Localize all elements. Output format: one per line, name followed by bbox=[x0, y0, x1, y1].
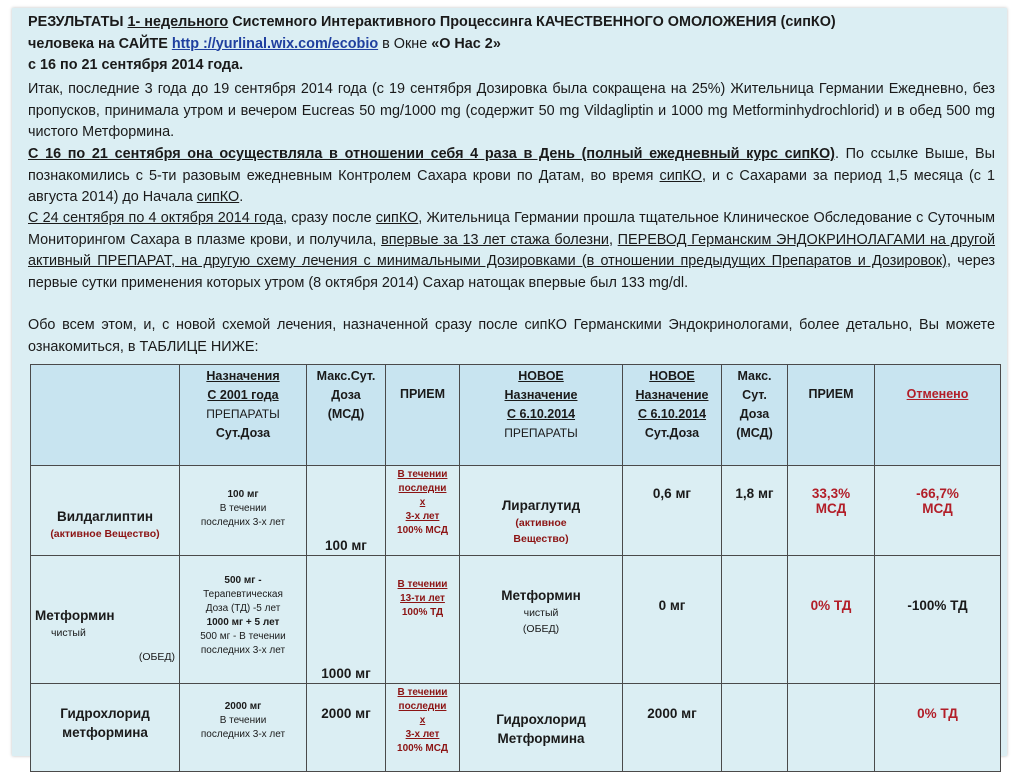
hdr-c2-l2: С 2001 года bbox=[207, 388, 279, 402]
heading-site-label: человека на САЙТЕ bbox=[28, 35, 168, 52]
hdr-c9: Отменено bbox=[906, 387, 969, 401]
r2-dose-l5: 500 мг - В течении bbox=[200, 631, 286, 642]
p3-first-time: впервые за 13 лет стажа болезни bbox=[381, 231, 609, 248]
r2-new-drug bbox=[460, 556, 623, 684]
r3-take-l5: 100% МСД bbox=[397, 743, 448, 754]
r1-take-l3: х bbox=[419, 497, 426, 508]
r3-max-val: 2000 мг bbox=[321, 706, 371, 721]
hdr-c3-l1: Макс.Сут. bbox=[316, 369, 376, 383]
r2-name: Метформин bbox=[35, 608, 115, 623]
r1-new-max bbox=[722, 466, 788, 556]
r2-new-take: 0% ТД bbox=[810, 598, 852, 613]
r1-cancel-l2: МСД bbox=[922, 501, 953, 516]
r3-name-l1: Гидрохлорид bbox=[60, 706, 150, 721]
hdr-c5-l3: С 6.10.2014 bbox=[506, 407, 576, 421]
r2-take-l1: В течении bbox=[397, 579, 448, 590]
header-old-prescription bbox=[180, 365, 307, 466]
r2-name-sub2: (ОБЕД) bbox=[138, 651, 175, 663]
r2-dose bbox=[180, 556, 307, 684]
r3-dose-l3: последних 3-х лет bbox=[200, 729, 286, 740]
r1-drug bbox=[31, 466, 180, 556]
r3-new-name-l2: Метформина bbox=[497, 731, 585, 746]
table-row bbox=[31, 556, 1001, 684]
heading-window-label: в Окне bbox=[382, 35, 428, 52]
hdr-c4: ПРИЕМ bbox=[399, 387, 446, 401]
table-row bbox=[31, 466, 1001, 556]
r3-take-l2: последни bbox=[398, 701, 447, 712]
hdr-c5-l4: ПРЕПАРАТЫ bbox=[504, 426, 578, 440]
r2-cancel bbox=[875, 556, 1001, 684]
p3-sipko: сипКО bbox=[375, 210, 419, 226]
paragraph-4: Обо всем этом, и, с новой схемой лечения, назначенной сразу после сипКО Германскими Эндокринологами, более детально, Вы можете ознакомиться, в ТАБЛИЦЕ НИЖЕ: bbox=[28, 317, 995, 355]
r3-dose-l1: 2000 мг bbox=[224, 701, 262, 712]
r2-new-max bbox=[722, 556, 788, 684]
r1-new-take-l2: МСД bbox=[815, 501, 847, 516]
r1-new-dose-val: 0,6 мг bbox=[652, 486, 692, 501]
r1-dose-l2: В течении bbox=[219, 503, 267, 514]
header-cancelled bbox=[875, 365, 1001, 466]
r3-take-l1: В течении bbox=[397, 687, 448, 698]
r2-cancel-val: -100% ТД bbox=[907, 598, 968, 613]
hdr-c3-l2: Доза bbox=[331, 388, 361, 402]
r2-new-dose bbox=[623, 556, 722, 684]
r2-intake bbox=[386, 556, 460, 684]
r2-new-dose-val: 0 мг bbox=[658, 598, 686, 613]
r1-new-sub-l1: (активное bbox=[515, 517, 567, 529]
r1-name-sub: (активное Вещество) bbox=[50, 528, 160, 540]
r3-take-l3: х bbox=[419, 715, 426, 726]
r1-take-l4: 3-х лет bbox=[405, 511, 440, 522]
r1-dose bbox=[180, 466, 307, 556]
r2-dose-l4: 1000 мг + 5 лет bbox=[206, 617, 280, 628]
heading-dates: с 16 по 21 сентября 2014 года. bbox=[28, 57, 244, 73]
r2-new-intake bbox=[788, 556, 875, 684]
r3-dose bbox=[180, 684, 307, 772]
heading-window-name: «О Нас 2» bbox=[431, 35, 501, 52]
hdr-c7-l4: (МСД) bbox=[736, 426, 773, 440]
r1-take-l1: В течении bbox=[397, 469, 448, 480]
r2-dose-l3: Доза (ТД) -5 лет bbox=[205, 603, 281, 614]
r1-take-l5: 100% МСД bbox=[397, 525, 448, 536]
p3-dates: С 24 сентября по 4 октября 2014 года bbox=[28, 210, 284, 226]
table-header-row bbox=[31, 365, 1001, 466]
hdr-c6-l2: Назначение bbox=[635, 388, 709, 402]
hdr-c2-l3: ПРЕПАРАТЫ bbox=[206, 407, 280, 421]
site-link[interactable]: http ://yurlinal.wix.com/ecobio bbox=[171, 35, 379, 52]
r2-name-sub: чистый bbox=[51, 627, 86, 639]
paragraph-1: Итак, последние 3 года до 19 сентября 2014 года (с 19 сентября Дозировка была сокращена на 25%) Жительница Германии Ежедневно, без пропусков, принимала утром и вечером Eucreas 50 mg/1000 mg (содержит 50 mg Vildagliptin и 1000 mg Metforminhydrochlorid) и в обед 500 mg чистого Метформина. bbox=[28, 81, 995, 140]
header-new-dose bbox=[623, 365, 722, 466]
r3-new-name-l1: Гидрохлорид bbox=[496, 712, 586, 727]
heading-title: Системного Интерактивного Процессинга КАЧЕСТВЕННОГО ОМОЛОЖЕНИЯ (сипКО) bbox=[232, 14, 836, 30]
r1-new-take-l1: 33,3% bbox=[811, 486, 851, 501]
table-row bbox=[31, 684, 1001, 772]
hdr-c7-l2: Сут. bbox=[742, 388, 767, 402]
r2-max-val: 1000 мг bbox=[321, 666, 371, 681]
r2-drug bbox=[31, 556, 180, 684]
hdr-c7-l3: Доза bbox=[739, 407, 770, 421]
r2-take-l2: 13-ти лет bbox=[400, 593, 445, 604]
p2-text-d: , и с Сахарами за период 1,5 месяца (с 1 августа 2014) до Начала bbox=[28, 167, 996, 205]
header-new-max-dose bbox=[722, 365, 788, 466]
r2-new-sub-l2: (ОБЕД) bbox=[522, 623, 560, 635]
r2-new-name: Метформин bbox=[501, 588, 581, 603]
r1-max-val: 100 мг bbox=[325, 538, 367, 553]
r1-name: Вилдаглиптин bbox=[56, 509, 154, 524]
r3-new-dose bbox=[623, 684, 722, 772]
r1-dose-l3: последних 3-х лет bbox=[200, 517, 286, 528]
hdr-c3-l3: (МСД) bbox=[327, 407, 365, 421]
hdr-c7-l1: Макс. bbox=[737, 369, 772, 383]
r3-new-intake bbox=[788, 684, 875, 772]
r1-cancel-l1: -66,7% bbox=[916, 486, 959, 501]
p3-comma: , bbox=[608, 231, 613, 248]
r3-take-l4: 3-х лет bbox=[405, 729, 440, 740]
hdr-c6-l4: Сут.Доза bbox=[644, 426, 700, 440]
header-new-prescription bbox=[460, 365, 623, 466]
p2-dates: С 16 по 21 сентября она осуществляла в отношении себя 4 раза в День (полный ежедневный курс сипКО) bbox=[28, 146, 835, 162]
heading bbox=[28, 12, 995, 77]
header-max-dose bbox=[307, 365, 386, 466]
p2-sipko-1: сипКО bbox=[659, 167, 702, 184]
r3-cancel-val: 0% ТД bbox=[917, 706, 958, 721]
r1-new-sub-l2: Вещество) bbox=[513, 533, 569, 545]
p3-transfer: ПЕРЕВОД Германским ЭНДОКРИНОЛАГАМИ на другой активный ПРЕПАРАТ, на другую схему лечения с минимальными Дозировками (в отношении предыдущих Препаратов и Дозировок) bbox=[28, 231, 996, 269]
r2-max bbox=[307, 556, 386, 684]
paragraph-2 bbox=[28, 144, 995, 209]
r2-dose-l1: 500 мг - bbox=[224, 575, 262, 586]
p3-text-h: , через первые сутки применения которых утром (8 октября 2014) Сахар натощак впервые был 133 mg/dl. bbox=[28, 253, 995, 291]
hdr-c2-l4: Сут.Доза bbox=[215, 426, 271, 440]
r3-dose-l2: В течении bbox=[219, 715, 267, 726]
r1-dose-l1: 100 мг bbox=[227, 489, 259, 500]
r1-take-l2: последни bbox=[398, 483, 447, 494]
heading-results-word: РЕЗУЛЬТАТЫ bbox=[28, 14, 124, 30]
r1-new-dose bbox=[623, 466, 722, 556]
r3-cancel bbox=[875, 684, 1001, 772]
r3-new-drug bbox=[460, 684, 623, 772]
r3-new-max bbox=[722, 684, 788, 772]
treatment-table bbox=[30, 364, 1001, 772]
header-empty bbox=[31, 365, 180, 466]
r3-name-l2: метформина bbox=[62, 725, 148, 740]
p3-text-b: , сразу после bbox=[283, 210, 372, 226]
r3-drug bbox=[31, 684, 180, 772]
r1-new-drug bbox=[460, 466, 623, 556]
r1-intake bbox=[386, 466, 460, 556]
r2-take-l3: 100% ТД bbox=[401, 607, 444, 618]
p3-text-d: , Жительница Германии прошла тщательное Клиническое Обследование с Суточным Мониторингом Сахара в плазме крови, и получила, bbox=[28, 210, 995, 248]
paragraph-3 bbox=[28, 208, 995, 294]
r2-new-sub-l1: чистый bbox=[523, 607, 559, 619]
hdr-c2-l1: Назначения bbox=[206, 369, 280, 383]
r2-dose-l2: Терапевтическая bbox=[203, 589, 283, 600]
r1-new-name: Лираглутид bbox=[501, 498, 581, 513]
header-new-intake bbox=[788, 365, 875, 466]
slide bbox=[12, 8, 1007, 756]
r1-max bbox=[307, 466, 386, 556]
heading-week: 1- недельного bbox=[127, 14, 229, 30]
r3-intake bbox=[386, 684, 460, 772]
r1-new-intake bbox=[788, 466, 875, 556]
hdr-c6-l3: С 6.10.2014 bbox=[637, 407, 707, 421]
p2-text-f: . bbox=[239, 189, 244, 205]
r3-new-dose-val: 2000 мг bbox=[647, 706, 697, 721]
header-intake bbox=[386, 365, 460, 466]
hdr-c5-l1: НОВОЕ bbox=[518, 369, 564, 383]
hdr-c8: ПРИЕМ bbox=[808, 387, 854, 401]
r1-cancel bbox=[875, 466, 1001, 556]
r1-new-max-val: 1,8 мг bbox=[735, 486, 774, 501]
hdr-c6-l1: НОВОЕ bbox=[649, 369, 695, 383]
hdr-c5-l2: Назначение bbox=[504, 388, 578, 402]
p2-sipko-2: сипКО bbox=[196, 189, 240, 205]
r3-max bbox=[307, 684, 386, 772]
r2-dose-l6: последних 3-х лет bbox=[200, 645, 286, 656]
p2-text-b: . По ссылке Выше, Вы познакомились с 5-ти разовым ежедневным Контролем Сахара крови по Датам, во время bbox=[28, 146, 995, 184]
